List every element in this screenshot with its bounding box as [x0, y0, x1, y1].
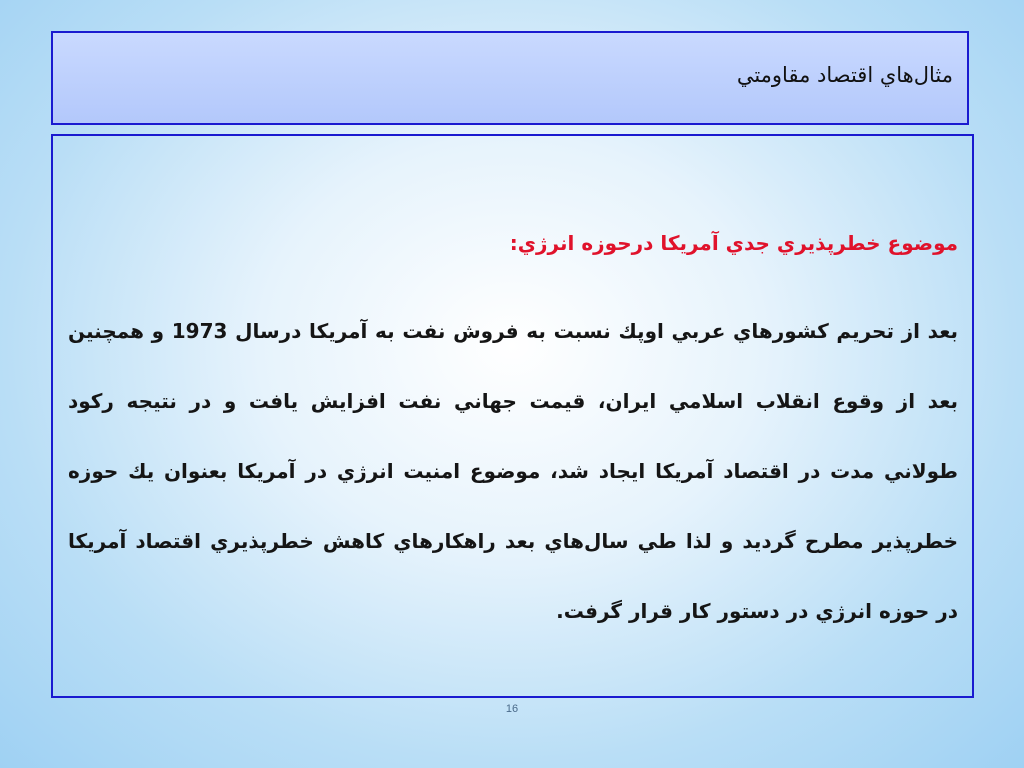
title-box: [51, 31, 969, 125]
slide-title: مثال‌هاي اقتصاد مقاومتي: [736, 63, 953, 87]
section-heading: موضوع خطرپذيري جدي آمريكا درحوزه انرژي:: [509, 231, 958, 255]
page-number: 16: [505, 703, 519, 715]
content-box: [51, 134, 974, 698]
body-paragraph: بعد از تحريم كشورهاي عربي اوپك نسبت به فروش نفت به آمريكا درسال 1973 و همچنين بعد از وقوع انقلاب اسلامي ايران، قيمت جهاني نفت افزايش يافت و در نتيجه ركود طولاني مدت در اقتصاد آمريكا ايجاد شد، موضوع امنيت انرژي در آمريكا بعنوان يك حوزه خطرپذير مطرح گرديد و لذا طي سال‌هاي بعد راهكارهاي كاهش خطرپذيري اقتصاد آمريكا در حوزه انرژي در دستور كار قرار گرفت.: [68, 319, 959, 623]
